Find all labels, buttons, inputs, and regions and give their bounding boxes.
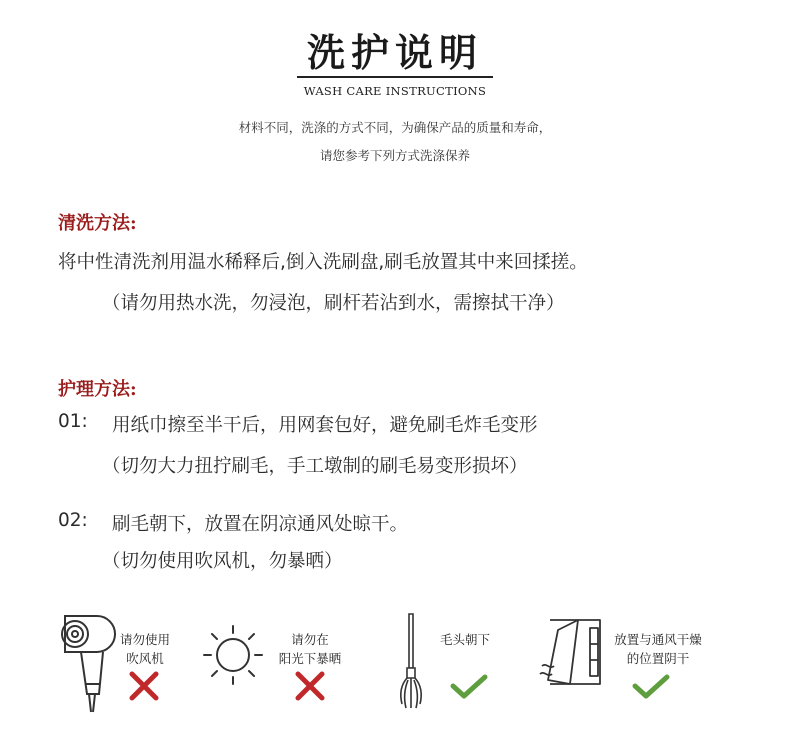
check-mark-icon xyxy=(450,674,488,700)
care-step-1-number: 01: xyxy=(58,411,88,432)
care-step-1-note: （切勿大力扭拧刷毛，手工墩制的刷毛易变形损坏） xyxy=(102,456,528,477)
care-heading: 护理方法: xyxy=(58,379,137,400)
check-mark-icon xyxy=(632,674,670,700)
brush-icon xyxy=(398,612,424,712)
sun-icon xyxy=(202,624,264,686)
icon-3-label-line-1: 毛头朝下 xyxy=(439,632,490,647)
icon-4-label-line-1: 放置与通风干燥 xyxy=(614,632,702,647)
care-step-2-text: 刷毛朝下，放置在阴凉通风处晾干。 xyxy=(112,514,409,535)
cleaning-note: （请勿用热水洗，勿浸泡，刷杆若沾到水，需擦拭干净） xyxy=(102,293,565,314)
cleaning-text: 将中性清洗剂用温水稀释后,倒入洗刷盘,刷毛放置其中来回揉搓。 xyxy=(58,252,588,273)
intro-line-1: 材料不同，洗涤的方式不同，为确保产品的质量和寿命， xyxy=(238,120,552,135)
window-icon xyxy=(540,614,608,690)
page-title: 洗护说明 xyxy=(306,30,483,75)
title-divider xyxy=(297,76,493,78)
hair-dryer-icon xyxy=(55,612,115,714)
cross-mark-icon xyxy=(294,670,326,702)
intro-line-2: 请您参考下列方式洗涤保养 xyxy=(319,148,470,163)
icon-4-label-line-2: 的位置阴干 xyxy=(626,651,690,666)
icon-2-label-line-1: 请勿在 xyxy=(291,632,329,647)
icon-2-label-line-2: 阳光下暴晒 xyxy=(278,651,342,666)
care-step-1-text: 用纸巾擦至半干后，用网套包好，避免刷毛炸毛变形 xyxy=(112,415,538,436)
icon-1-label-line-1: 请勿使用 xyxy=(119,632,170,647)
cleaning-heading: 清洗方法: xyxy=(58,213,137,234)
icon-1-label-line-2: 吹风机 xyxy=(126,651,164,666)
cross-mark-icon xyxy=(128,670,160,702)
care-step-2-number: 02: xyxy=(58,510,88,531)
page-subtitle: WASH CARE INSTRUCTIONS xyxy=(303,84,487,98)
care-step-2-note: （切勿使用吹风机，勿暴晒） xyxy=(102,551,343,572)
